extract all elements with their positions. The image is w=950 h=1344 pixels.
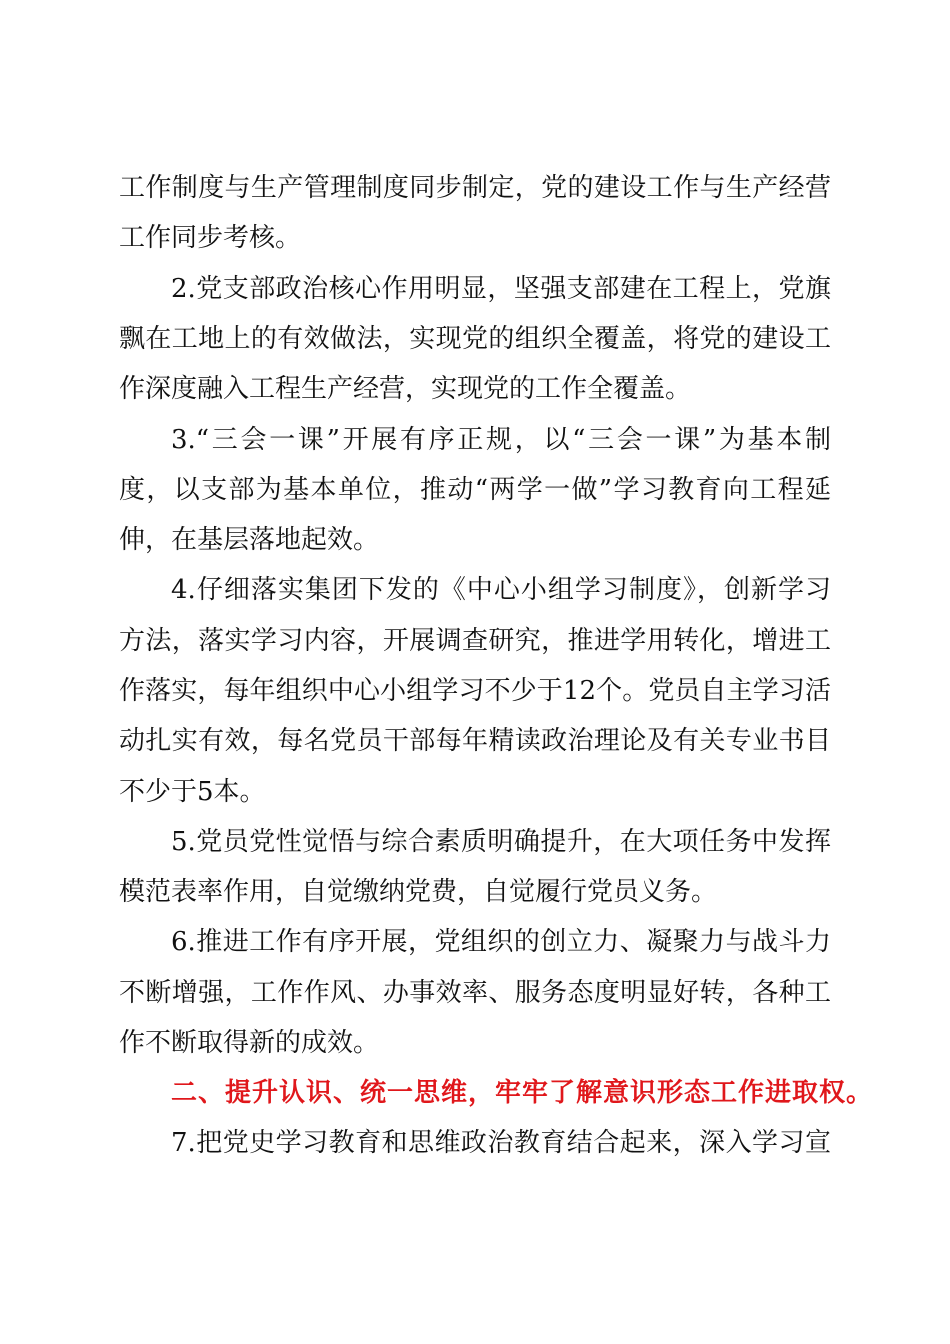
list-item-6-line: 6.推进工作有序开展，党组织的创立力、凝聚力与战斗力 — [171, 927, 831, 957]
section-heading: 二、提升认识、统一思维，牢牢了解意识形态工作进取权。 — [171, 1078, 874, 1108]
list-item-4-line: 动扎实有效，每名党员干部每年精读政治理论及有关专业书目 — [119, 726, 831, 756]
list-item-3-line: 度，以支部为基本单位，推动“两学一做”学习教育向工程延 — [119, 475, 831, 505]
list-item-2-line: 作深度融入工程生产经营，实现党的工作全覆盖。 — [119, 374, 692, 404]
list-item-3-line: 3.“三会一课”开展有序正规，以“三会一课”为基本制 — [171, 425, 831, 455]
list-item-3-line: 伸，在基层落地起效。 — [119, 525, 380, 555]
paragraph-line: 工作同步考核。 — [119, 223, 302, 253]
list-item-6-line: 作不断取得新的成效。 — [119, 1028, 380, 1058]
list-item-5-line: 5.党员党性觉悟与综合素质明确提升，在大项任务中发挥 — [171, 827, 831, 857]
list-item-7-line: 7.把党史学习教育和思维政治教育结合起来，深入学习宣 — [171, 1128, 831, 1158]
list-item-4-line: 4.仔细落实集团下发的《中心小组学习制度》，创新学习 — [171, 575, 831, 605]
list-item-4-line: 方法，落实学习内容，开展调查研究，推进学用转化，增进工 — [119, 626, 831, 656]
list-item-4-line: 不少于5本。 — [119, 777, 266, 807]
list-item-2-line: 飘在工地上的有效做法，实现党的组织全覆盖，将党的建设工 — [119, 324, 831, 354]
list-item-5-line: 模范表率作用，自觉缴纳党费，自觉履行党员义务。 — [119, 877, 718, 907]
list-item-2-line: 2.党支部政治核心作用明显，坚强支部建在工程上，党旗 — [171, 274, 831, 304]
list-item-4-line: 作落实，每年组织中心小组学习不少于12个。党员自主学习活 — [119, 676, 831, 706]
list-item-6-line: 不断增强，工作作风、办事效率、服务态度明显好转，各种工 — [119, 978, 831, 1008]
paragraph-line: 工作制度与生产管理制度同步制定，党的建设工作与生产经营 — [119, 173, 831, 203]
